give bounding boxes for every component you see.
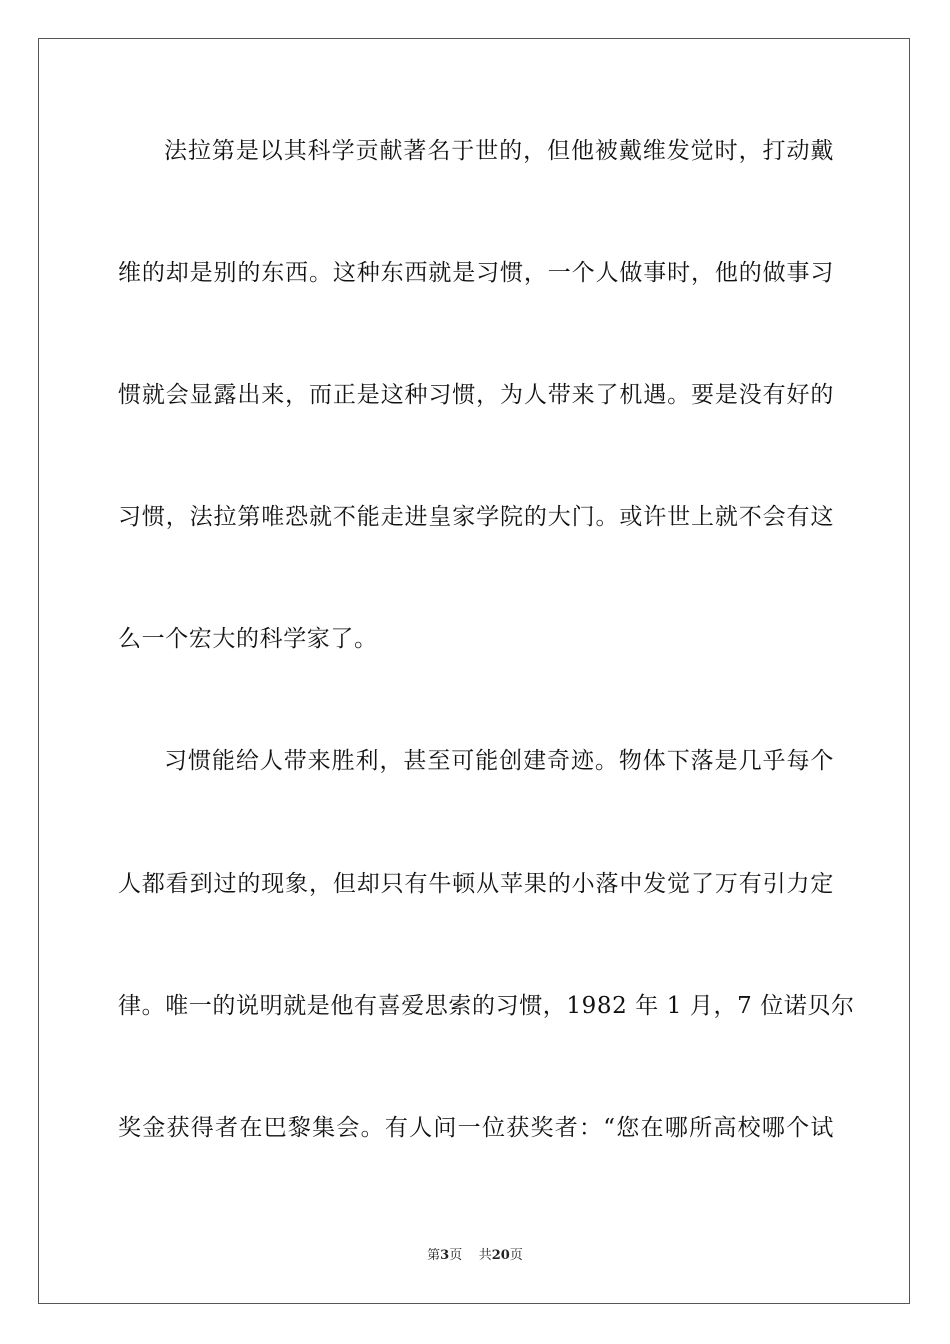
paragraph-2-line-1: 习惯能给人带来胜利，甚至可能创建奇迹。物体下落是几乎每个 [164, 748, 834, 774]
paragraph-1-line-4: 习惯，法拉第唯恐就不能走进皇家学院的大门。或许世上就不会有这 [118, 504, 834, 530]
paragraph-2-line-3: 律。唯一的说明就是他有喜爱思索的习惯，1982 年 1 月，7 位诺贝尔 [118, 993, 855, 1019]
footer-total-prefix: 共 [478, 1248, 492, 1263]
paragraph-1-line-3: 惯就会显露出来，而正是这种习惯，为人带来了机遇。要是没有好的 [118, 382, 834, 408]
paragraph-2-line-4: 奖金获得者在巴黎集会。有人问一位获奖者：“您在哪所高校哪个试 [118, 1115, 834, 1141]
footer-total-suffix: 页 [509, 1248, 523, 1263]
paragraph-1-line-2: 维的却是别的东西。这种东西就是习惯，一个人做事时，他的做事习 [118, 260, 834, 286]
footer-prefix: 第 [427, 1248, 441, 1263]
paragraph-1-line-1: 法拉第是以其科学贡献著名于世的，但他被戴维发觉时，打动戴 [164, 138, 834, 164]
footer-page-number: 3 [440, 1248, 450, 1263]
footer-page-suffix: 页 [449, 1248, 463, 1263]
paragraph-2-line-2: 人都看到过的现象，但却只有牛顿从苹果的小落中发觉了万有引力定 [118, 871, 834, 897]
footer-total-pages: 20 [491, 1248, 510, 1263]
page-footer [0, 1246, 950, 1266]
paragraph-1-line-5: 么一个宏大的科学家了。 [118, 626, 378, 652]
